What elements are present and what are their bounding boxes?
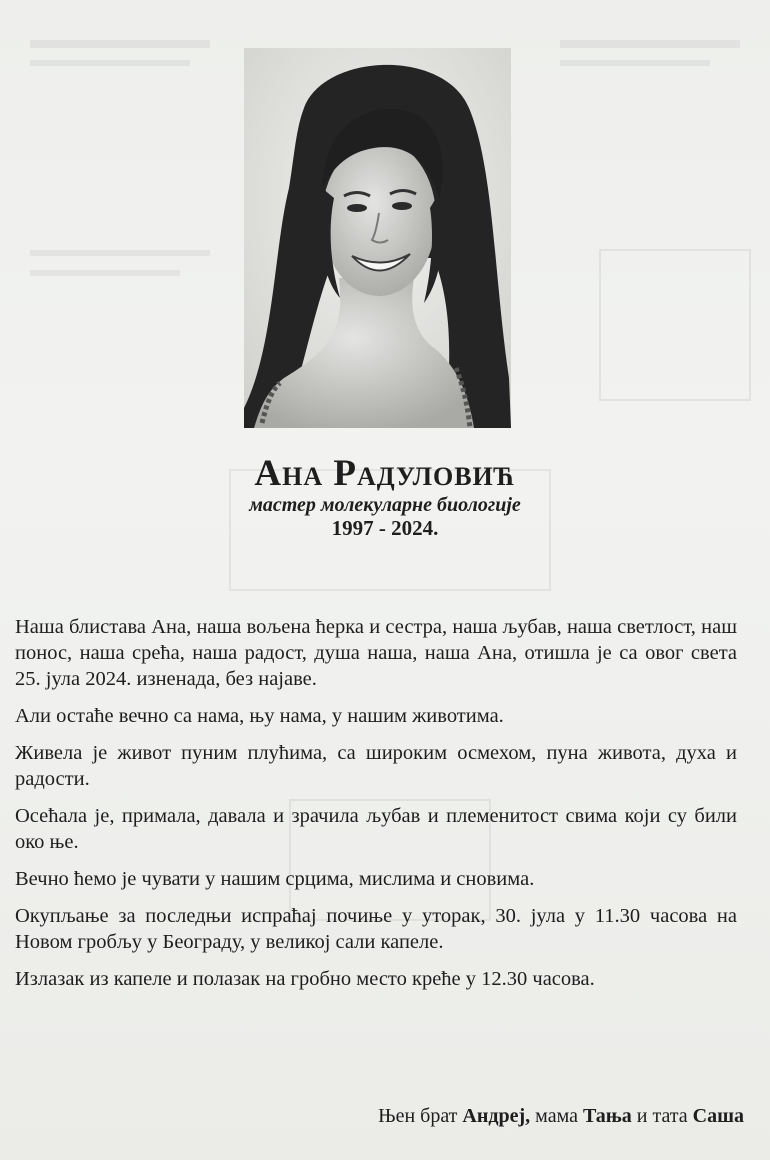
- paragraph: Осећала је, примала, давала и зрачила љубав и племенитост свима који су били око ње.: [15, 805, 737, 853]
- signature-line: [378, 1105, 744, 1128]
- paragraph: Окупљање за последњи испраћај почиње у уторак, 30. јула у 11.30 часова на Новом гробљу у Београду, у великој сали капеле.: [15, 905, 737, 953]
- signature-text: мама: [535, 1105, 578, 1127]
- deceased-name: Ана Радуловић: [254, 453, 516, 494]
- paragraph: Наша блистава Ана, наша вољена ћерка и сестра, наша љубав, наша светлост, наш понос, наша срећа, наша радост, душа наша, наша Ана, отишла је са овог света 25. јула 2024. изненада, без најаве.: [15, 616, 737, 690]
- signature-text: и тата: [636, 1105, 688, 1127]
- portrait-photo: [244, 48, 511, 428]
- life-years: 1997 - 2024.: [331, 516, 439, 540]
- deceased-title: мастер молекуларне биологије: [249, 494, 521, 516]
- paragraph: Али остаће вечно са нама, њу нама, у нашим животима.: [15, 705, 504, 727]
- notice-body: [15, 614, 737, 1003]
- portrait-photo-icon: [244, 48, 511, 428]
- father-name: Саша: [692, 1105, 744, 1127]
- mother-name: Тања: [582, 1105, 632, 1127]
- paragraph: Вечно ћемо је чувати у нашим срцима, мислима и сновима.: [15, 868, 535, 890]
- signature-text: Њен брат: [378, 1105, 458, 1127]
- paragraph: Живела је живот пуним плућима, са широким осмехом, пуна живота, духа и радости.: [15, 742, 737, 790]
- brother-name: Андреј,: [462, 1105, 531, 1127]
- paragraph: Излазак из капеле и полазак на гробно место креће у 12.30 часова.: [15, 968, 595, 990]
